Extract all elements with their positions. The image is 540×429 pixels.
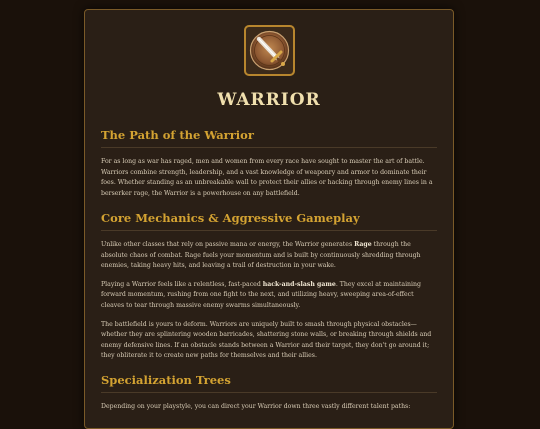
paragraph: Depending on your playstyle, you can direct your Warrior down three vastly different talent paths: xyxy=(101,403,411,410)
paragraph: Playing a Warrior feels like a relentless, fast-paced hack-and-slash game. They excel at maintaining forward momentum, rushing from one fight to the next, and utilizing heavy, sweeping area-of-effect cleaves to tear through massive enemy swarms simultaneously. xyxy=(101,280,421,309)
section-heading: Core Mechanics & Aggressive Gameplay xyxy=(101,211,437,231)
hack-and-slash-keyword: hack-and-slash game xyxy=(262,280,336,288)
section-path xyxy=(101,128,437,199)
section-heading: Specialization Trees xyxy=(101,373,437,393)
paragraph: For as long as war has raged, men and women from every race have sought to master the art of battle. Warriors combine strength, leadership, and a vast knowledge of weaponry and armor to dominate their foes. Whether standing as an unbreakable wall to protect their allies or hacking through enemy lines in a berserker rage, the Warrior is a powerhouse on any battlefield. xyxy=(101,158,433,197)
sword-shield-icon xyxy=(244,25,295,76)
paragraph: The battlefield is yours to deform. Warriors are uniquely built to smash through physical obstacles—whether they are splintering wooden barricades, shattering stone walls, or breaking through shields and enemy defensive lines. If an obstacle stands between a Warrior and their target, they don't go around it; they obliterate it to create new paths for themselves and their allies. xyxy=(101,320,432,360)
content-card xyxy=(84,9,454,429)
rage-keyword: Rage xyxy=(354,241,372,248)
section-mechanics xyxy=(101,211,437,362)
page-title: WARRIOR xyxy=(217,90,321,110)
emblem-wrap xyxy=(101,10,437,80)
section-heading: The Path of the Warrior xyxy=(101,128,437,148)
paragraph: Unlike other classes that rely on passive mana or energy, the Warrior generates Rage through the absolute chaos of combat. Rage fuels your momentum and is built by continuously shredding through enemies, taking heavy hits, and leaving a trail of destruction in your wake. xyxy=(101,241,421,270)
section-specializations xyxy=(101,373,437,413)
